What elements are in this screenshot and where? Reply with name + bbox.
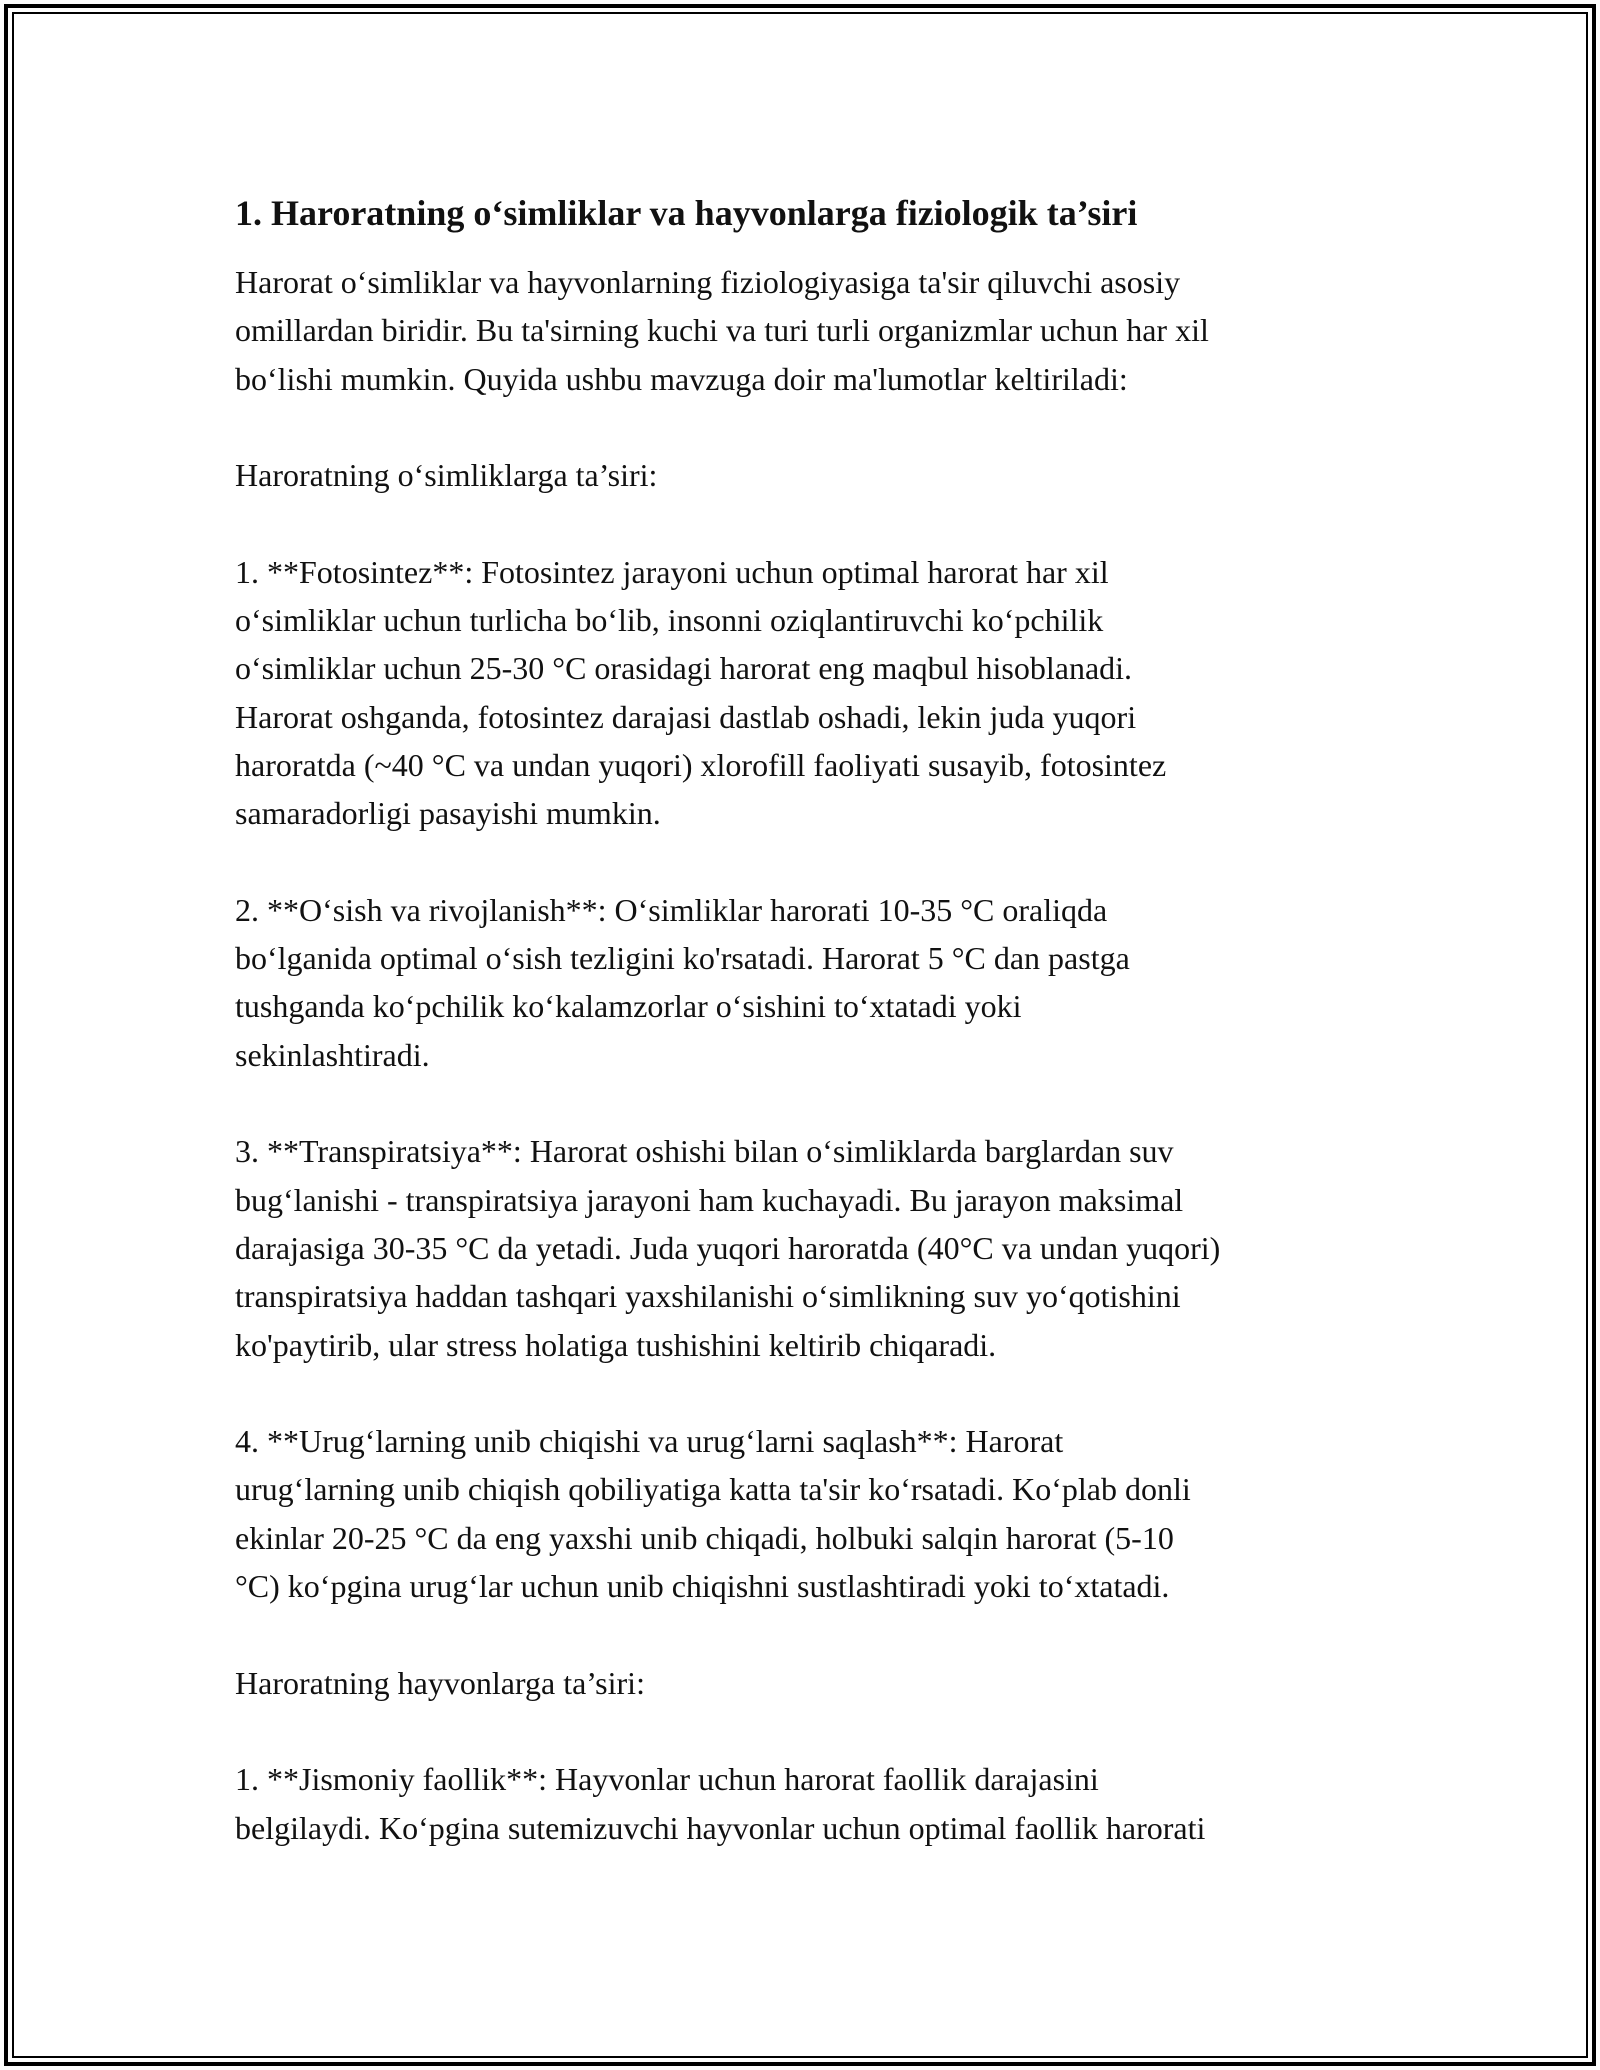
text-line: Haroratning o‘simliklarga ta’siri: xyxy=(235,457,658,494)
paragraph xyxy=(235,1755,1385,1852)
text-line: tushganda ko‘pchilik ko‘kalamzorlar o‘sishini to‘xtatadi yoki xyxy=(235,988,1022,1025)
text-line: o‘simliklar uchun turlicha bo‘lib, insonni oziqlantiruvchi ko‘pchilik xyxy=(235,602,1104,639)
text-line: transpiratsiya haddan tashqari yaxshilanishi o‘simlikning suv yo‘qotishini xyxy=(235,1278,1181,1315)
text-line: 3. **Transpiratsiya**: Harorat oshishi bilan o‘simliklarda barglardan suv xyxy=(235,1133,1174,1170)
text-line: urug‘larning unib chiqish qobiliyatiga katta ta'sir ko‘rsatadi. Ko‘plab donli xyxy=(235,1471,1191,1508)
text-line: 2. **O‘sish va rivojlanish**: O‘simliklar harorati 10-35 °C oraliqda xyxy=(235,891,1108,928)
text-line: 1. **Jismoniy faollik**: Hayvonlar uchun harorat faollik darajasini xyxy=(235,1761,1099,1798)
text-line: o‘simliklar uchun 25-30 °C orasidagi harorat eng maqbul hisoblanadi. xyxy=(235,650,1133,687)
text-line: Harorat oshganda, fotosintez darajasi dastlab oshadi, lekin juda yuqori xyxy=(235,698,1137,735)
text-line: °C) ko‘pgina urug‘lar uchun unib chiqishni sustlashtiradi yoki to‘xtatadi. xyxy=(235,1568,1170,1605)
page-title: 1. Haroratning o‘simliklar va hayvonlarga fiziologik ta’siri xyxy=(235,193,1138,233)
text-line: haroratda (~40 °C va undan yuqori) xlorofill faoliyati susayib, fotosintez xyxy=(235,746,1167,783)
paragraph xyxy=(235,1417,1385,1610)
text-line: ekinlar 20-25 °C da eng yaxshi unib chiqadi, holbuki salqin harorat (5-10 xyxy=(235,1519,1174,1556)
text-line: bug‘lanishi - transpiratsiya jarayoni ham kuchayadi. Bu jarayon maksimal xyxy=(235,1181,1184,1218)
paragraph xyxy=(235,1659,1385,1707)
paragraph xyxy=(235,1127,1385,1368)
text-line: darajasiga 30-35 °C da yetadi. Juda yuqori haroratda (40°C va undan yuqori) xyxy=(235,1229,1221,1266)
text-line: sekinlashtiradi. xyxy=(235,1036,430,1073)
text-line: 4. **Urug‘larning unib chiqishi va urug‘larni saqlash**: Harorat xyxy=(235,1423,1064,1460)
text-line: Harorat o‘simliklar va hayvonlarning fiziologiyasiga ta'sir qiluvchi asosiy xyxy=(235,264,1181,300)
text-line: bo‘lishi mumkin. Quyida ushbu mavzuga doir ma'lumotlar keltiriladi: xyxy=(235,360,1128,397)
text-line: ko'paytirib, ular stress holatiga tushishini keltirib chiqaradi. xyxy=(235,1326,997,1363)
text-line: bo‘lganida optimal o‘sish tezligini ko'rsatadi. Harorat 5 °C dan pastga xyxy=(235,940,1130,977)
text-line: samaradorligi pasayishi mumkin. xyxy=(235,795,661,832)
paragraph xyxy=(235,258,1385,403)
paragraph-list xyxy=(235,258,1385,1852)
text-line: omillardan biridir. Bu ta'sirning kuchi va turi turli organizmlar uchun har xil xyxy=(235,312,1209,349)
paragraph xyxy=(235,451,1385,499)
text-line: Haroratning hayvonlarga ta’siri: xyxy=(235,1664,645,1701)
paragraph xyxy=(235,548,1385,838)
text-line: belgilaydi. Ko‘pgina sutemizuvchi hayvonlar uchun optimal faollik harorati xyxy=(235,1809,1206,1846)
paragraph xyxy=(235,886,1385,1079)
text-line: 1. **Fotosintez**: Fotosintez jarayoni uchun optimal harorat har xil xyxy=(235,553,1109,590)
document-body xyxy=(235,188,1385,1900)
